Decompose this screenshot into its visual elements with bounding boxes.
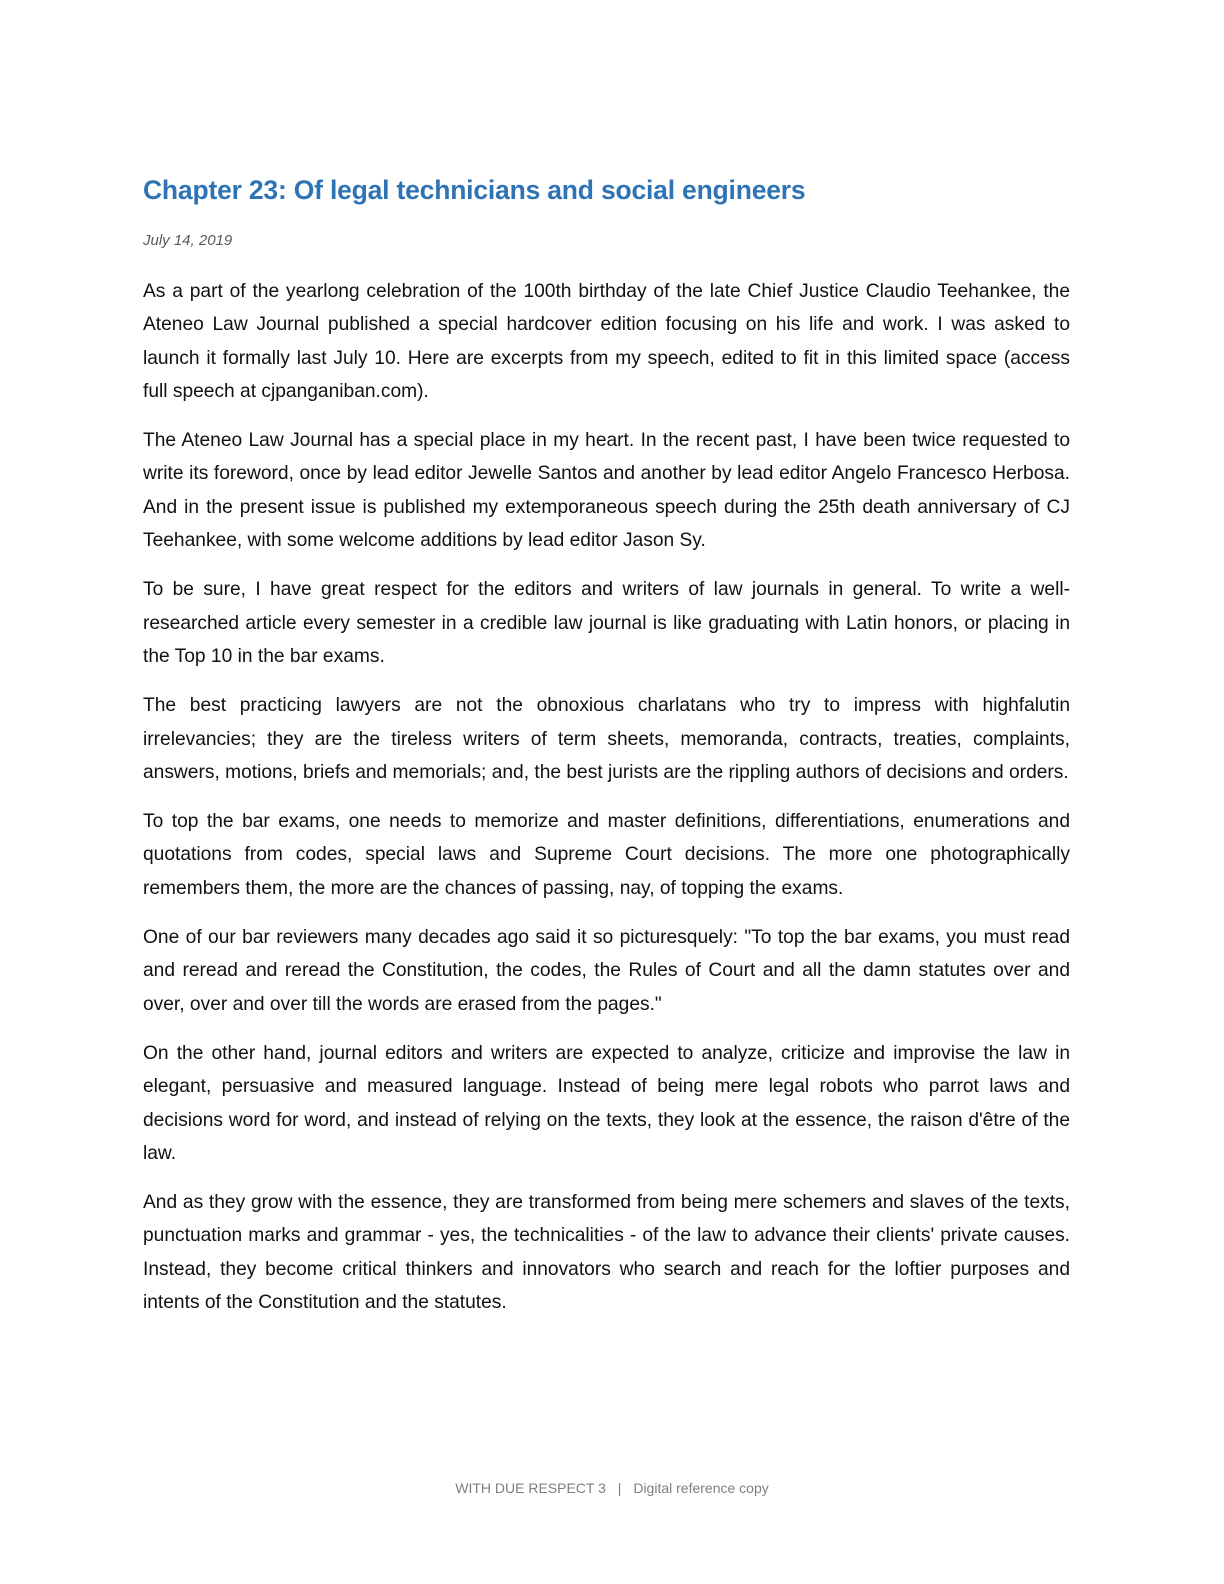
page-footer — [0, 1478, 1224, 1498]
paragraph: To top the bar exams, one needs to memorize and master definitions, differentiations, enumerations and quotations from codes, special laws and Supreme Court decisions. The more one photographically remembers them, the more are the chances of passing, nay, of topping the exams. — [143, 811, 1070, 899]
chapter-title: Chapter 23: Of legal technicians and social engineers — [143, 175, 806, 205]
paragraph: To be sure, I have great respect for the editors and writers of law journals in general. To write a well-researched article every semester in a credible law journal is like graduating with Latin honors, or placing in the Top 10 in the bar exams. — [143, 579, 1070, 667]
paragraph: The best practicing lawyers are not the obnoxious charlatans who try to impress with highfalutin irrelevancies; they are the tireless writers of term sheets, memoranda, contracts, treaties, complaints, answers, motions, briefs and memorials; and, the best jurists are the rippling authors of decisions and orders. — [143, 695, 1070, 783]
paragraph: As a part of the yearlong celebration of the 100th birthday of the late Chief Justice Claudio Teehankee, the Ateneo Law Journal published a special hardcover edition focusing on his life and work. I was asked to launch it formally last July 10. Here are excerpts from my speech, edited to fit in this limited space (access full speech at cjpanganiban.com). — [143, 281, 1070, 402]
article-date: July 14, 2019 — [143, 232, 233, 249]
paragraph: One of our bar reviewers many decades ago said it so picturesquely: "To top the bar exams, you must read and reread and reread the Constitution, the codes, the Rules of Court and all the damn statutes over and over, over and over till the words are erased from the pages." — [143, 927, 1070, 1015]
paragraph: On the other hand, journal editors and writers are expected to analyze, criticize and improvise the law in elegant, persuasive and measured language. Instead of being mere legal robots who parrot laws and decisions word for word, and instead of relying on the texts, they look at the essence, the raison d'être of the law. — [143, 1042, 1070, 1164]
footer-separator: | — [617, 1480, 622, 1496]
footer-book-page: WITH DUE RESPECT 3 — [455, 1480, 606, 1496]
article-body — [143, 275, 1070, 1319]
document-page — [143, 170, 1070, 1335]
paragraph: The Ateneo Law Journal has a special place in my heart. In the recent past, I have been twice requested to write its foreword, once by lead editor Jewelle Santos and another by lead editor Angelo Francesco Herbosa. And in the present issue is published my extemporaneous speech during the 25th death anniversary of CJ Teehankee, with some welcome additions by lead editor Jason Sy. — [143, 430, 1070, 552]
footer-note: Digital reference copy — [633, 1480, 769, 1496]
paragraph: And as they grow with the essence, they are transformed from being mere schemers and slaves of the texts, punctuation marks and grammar - yes, the technicalities - of the law to advance their clients' private causes. Instead, they become critical thinkers and innovators who search and reach for the loftier purposes and intents of the Constitution and the statutes. — [143, 1192, 1070, 1314]
